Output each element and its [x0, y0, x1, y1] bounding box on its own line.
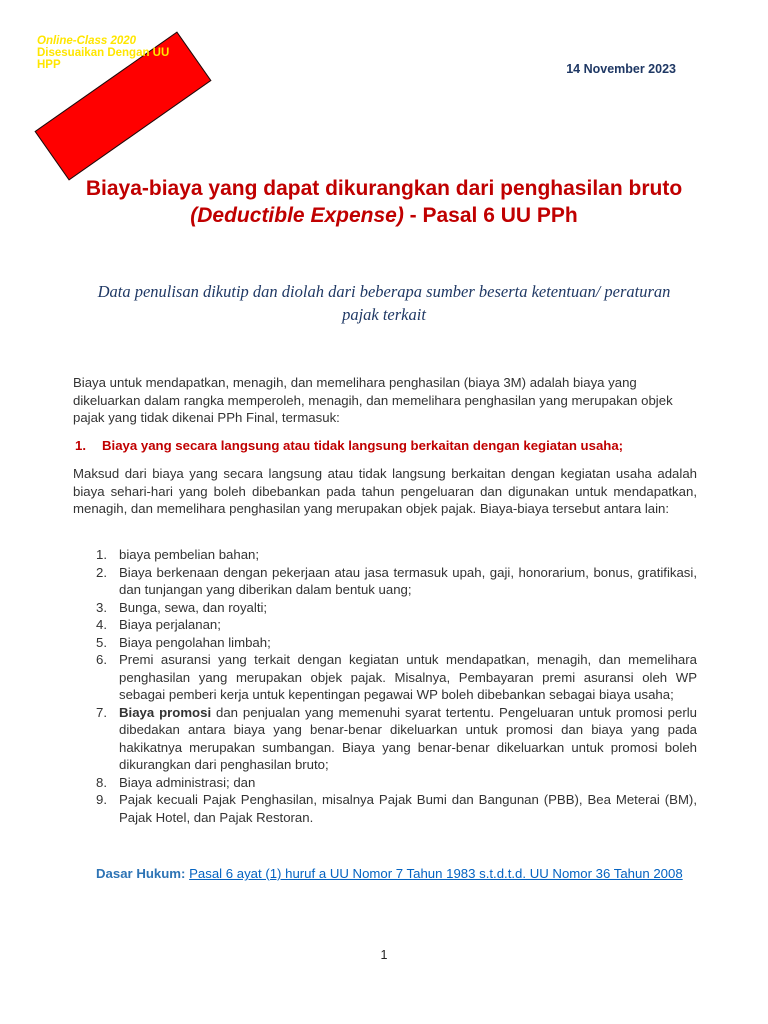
stamp-label — [37, 35, 217, 71]
legal-basis-link[interactable]: Pasal 6 ayat (1) huruf a UU Nomor 7 Tahun 1983 s.t.d.t.d. UU Nomor 36 Tahun 2008 — [189, 866, 683, 881]
list-item — [73, 774, 697, 792]
list-item-body: Pajak kecuali Pajak Penghasilan, misalnya Pajak Bumi dan Bangunan (PBB), Bea Meterai (BM), Pajak Hotel, dan Pajak Restoran. — [119, 792, 697, 825]
list-item-text — [119, 651, 697, 704]
section-heading-text: Biaya yang secara langsung atau tidak langsung berkaitan dengan kegiatan usaha; — [102, 438, 624, 453]
list-item-number: 9. — [96, 792, 107, 807]
list-item-number: 2. — [96, 564, 107, 580]
list-item-text — [119, 616, 697, 634]
list-item-body: dan penjualan yang memenuhi syarat tertentu. Pengeluaran untuk promosi perlu dibedakan antara biaya yang benar-benar dikeluarkan untuk promosi dan biaya yang pada hakikatnya merupakan sumbangan. Biaya yang benar-benar dikeluarkan untuk promosi boleh dikurangkan dari penghasilan bruto; — [119, 704, 697, 772]
list-item-body: Biaya administrasi; dan — [119, 774, 256, 790]
list-item-number: 8. — [96, 774, 107, 790]
title-italic: (Deductible Expense) — [190, 204, 404, 227]
title-part-1: Biaya-biaya yang dapat dikurangkan dari penghasilan bruto — [85, 177, 683, 200]
section-heading — [75, 438, 699, 453]
page-number: 1 — [380, 948, 388, 962]
list-item-number: 5. — [96, 634, 107, 650]
list-item-body: Premi asuransi yang terkait dengan kegiatan untuk mendapatkan, menagih, dan memelihara penghasilan yang merupakan objek pajak. Misalnya, Pembayaran premi asuransi oleh WP sebagai pemberi kerja untuk kepentingan pegawai WP boleh dibebankan sebagai biaya usaha; — [119, 652, 697, 702]
stamp-line-3: HPP — [37, 59, 61, 71]
document-title — [60, 175, 708, 229]
list-item-body: Biaya pengolahan limbah; — [119, 634, 271, 650]
title-part-2: - Pasal 6 UU PPh — [403, 204, 578, 227]
stamp-line-2: Disesuaikan Dengan UU — [37, 47, 170, 59]
intro-paragraph: Biaya untuk mendapatkan, menagih, dan memelihara penghasilan (biaya 3M) adalah biaya yang dikeluarkan dalam rangka memperoleh, menagih, dan memelihara penghasilan yang merupakan objek pajak yang tidak dikenai PPh Final, termasuk: — [73, 375, 673, 425]
list-item — [73, 791, 697, 826]
list-item — [73, 599, 697, 617]
list-item-number: 6. — [96, 652, 107, 667]
list-item — [73, 704, 697, 774]
list-item-bold: Biaya promosi — [119, 704, 212, 720]
document-date: 14 November 2023 — [566, 62, 676, 76]
list-item — [73, 634, 697, 652]
list-item-number: 4. — [96, 617, 107, 632]
list-item-number: 1. — [96, 547, 107, 562]
list-item-text — [119, 791, 697, 826]
list-item-body: biaya pembelian bahan; — [119, 547, 260, 562]
list-item-number: 3. — [96, 599, 107, 615]
section-paragraph: Maksud dari biaya yang secara langsung atau tidak langsung berkaitan dengan kegiatan usaha adalah biaya sehari-hari yang boleh dibebankan pada tahun pengeluaran dan digunakan untuk mendapatkan, menagih, dan memelihara penghasilan yang merupakan objek pajak. Biaya-biaya tersebut antara lain: — [73, 466, 697, 516]
expense-list — [73, 546, 697, 826]
document-subtitle: Data penulisan dikutip dan diolah dari beberapa sumber beserta ketentuan/ peraturan pajak terkait — [97, 282, 671, 324]
list-item-text — [119, 634, 697, 652]
list-item-number: 7. — [96, 704, 107, 720]
list-item-text — [119, 704, 697, 774]
legal-basis — [96, 865, 698, 883]
list-item — [73, 616, 697, 634]
list-item — [73, 564, 697, 599]
stamp-line-1: Online-Class 2020 — [37, 35, 137, 47]
list-item-body: Biaya perjalanan; — [119, 617, 221, 632]
list-item — [73, 546, 697, 564]
list-item-body: Biaya berkenaan dengan pekerjaan atau jasa termasuk upah, gaji, honorarium, bonus, gratifikasi, dan tunjangan yang diberikan dalam bentuk uang; — [119, 564, 697, 597]
list-item-text — [119, 774, 697, 792]
section-number: 1. — [75, 438, 86, 453]
list-item-body: Bunga, sewa, dan royalti; — [119, 599, 268, 615]
list-item — [73, 651, 697, 704]
legal-basis-label: Dasar Hukum: — [96, 866, 186, 881]
list-item-text — [119, 599, 697, 617]
list-item-text — [119, 564, 697, 599]
list-item-text — [119, 546, 697, 564]
